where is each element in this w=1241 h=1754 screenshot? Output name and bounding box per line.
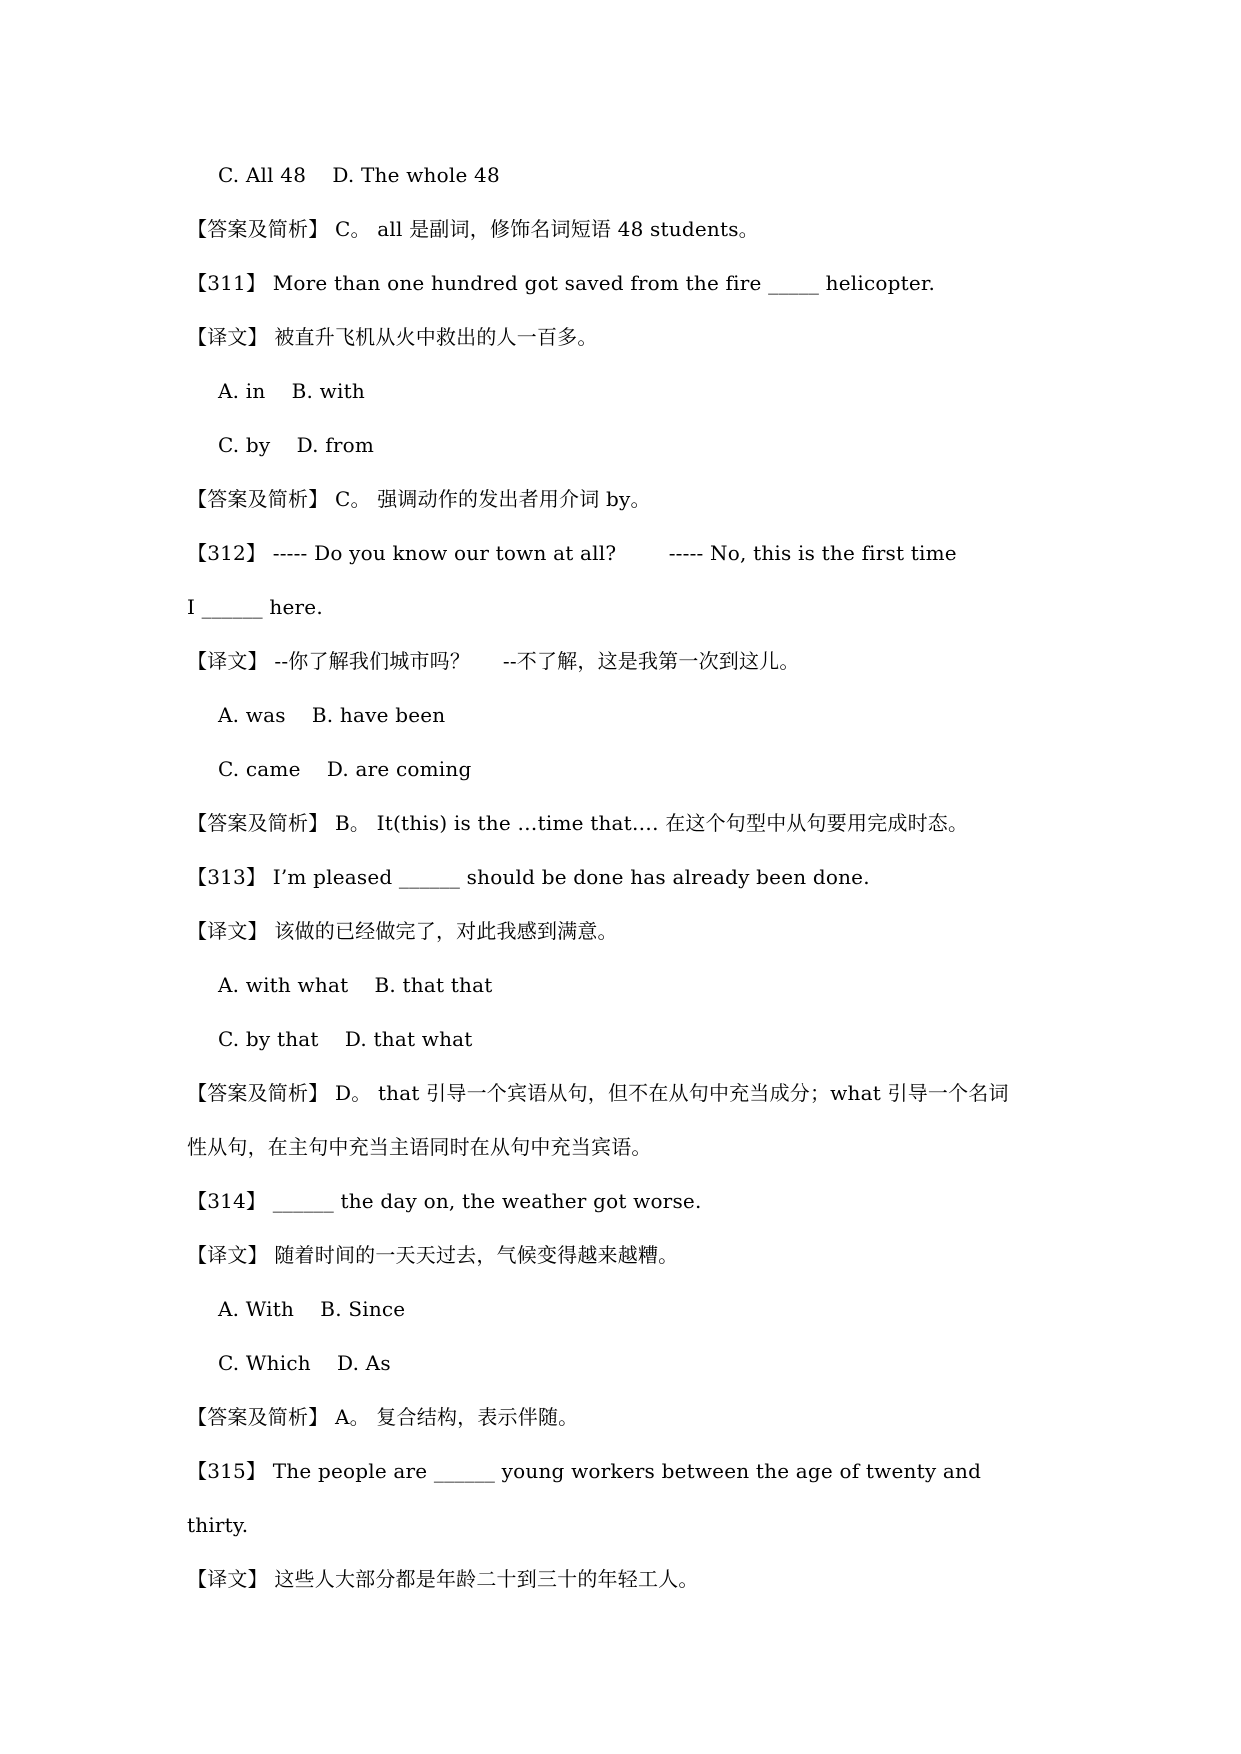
q310-answer: 【答案及简析】 C。 all 是副词，修饰名词短语 48 students。 — [187, 217, 759, 241]
q312-question: 【312】 ----- Do you know our town at all? ----- No, this is the first time — [187, 541, 957, 565]
q314-options-cd: C. Which D. As — [218, 1351, 391, 1375]
q314-answer: 【答案及简析】 A。 复合结构，表示伴随。 — [187, 1405, 579, 1429]
q313-question: 【313】 I’m pleased ______ should be done has already been done. — [187, 865, 870, 889]
q312-answer: 【答案及简析】 B。 It(this) is the …time that…. 在这个句型中从句要用完成时态。 — [187, 811, 969, 835]
q315-question: 【315】 The people are ______ young workers between the age of twenty and — [187, 1459, 982, 1483]
q312-translation: 【译文】 --你了解我们城市吗？ --不了解，这是我第一次到这儿。 — [187, 649, 800, 673]
q314-translation: 【译文】 随着时间的一天天过去，气候变得越来越糟。 — [187, 1243, 679, 1267]
q311-options-cd: C. by D. from — [218, 433, 375, 457]
q313-options-cd: C. by that D. that what — [218, 1027, 473, 1051]
q315-translation: 【译文】 这些人大部分都是年龄二十到三十的年轻工人。 — [187, 1567, 699, 1591]
q312-question-cont: I ______ here. — [187, 595, 323, 619]
q312-options-cd: C. came D. are coming — [218, 757, 472, 781]
q311-options-ab: A. in B. with — [218, 379, 365, 403]
q311-answer: 【答案及简析】 C。 强调动作的发出者用介词 by。 — [187, 487, 651, 511]
q313-translation: 【译文】 该做的已经做完了，对此我感到满意。 — [187, 919, 618, 943]
q314-options-ab: A. With B. Since — [218, 1297, 406, 1321]
q311-question: 【311】 More than one hundred got saved from the fire _____ helicopter. — [187, 271, 936, 295]
q312-options-ab: A. was B. have been — [218, 703, 446, 727]
q313-options-ab: A. with what B. that that — [218, 973, 493, 997]
q313-answer: 【答案及简析】 D。 that 引导一个宾语从句，但不在从句中充当成分；what 引导一个名词 — [187, 1081, 1009, 1105]
q314-question: 【314】 ______ the day on, the weather got worse. — [187, 1189, 702, 1213]
q315-question-cont: thirty. — [187, 1513, 249, 1537]
q311-translation: 【译文】 被直升飞机从火中救出的人一百多。 — [187, 325, 598, 349]
q310-options-cd: C. All 48 D. The whole 48 — [218, 163, 500, 187]
q313-answer-cont: 性从句，在主句中充当主语同时在从句中充当宾语。 — [187, 1135, 652, 1159]
